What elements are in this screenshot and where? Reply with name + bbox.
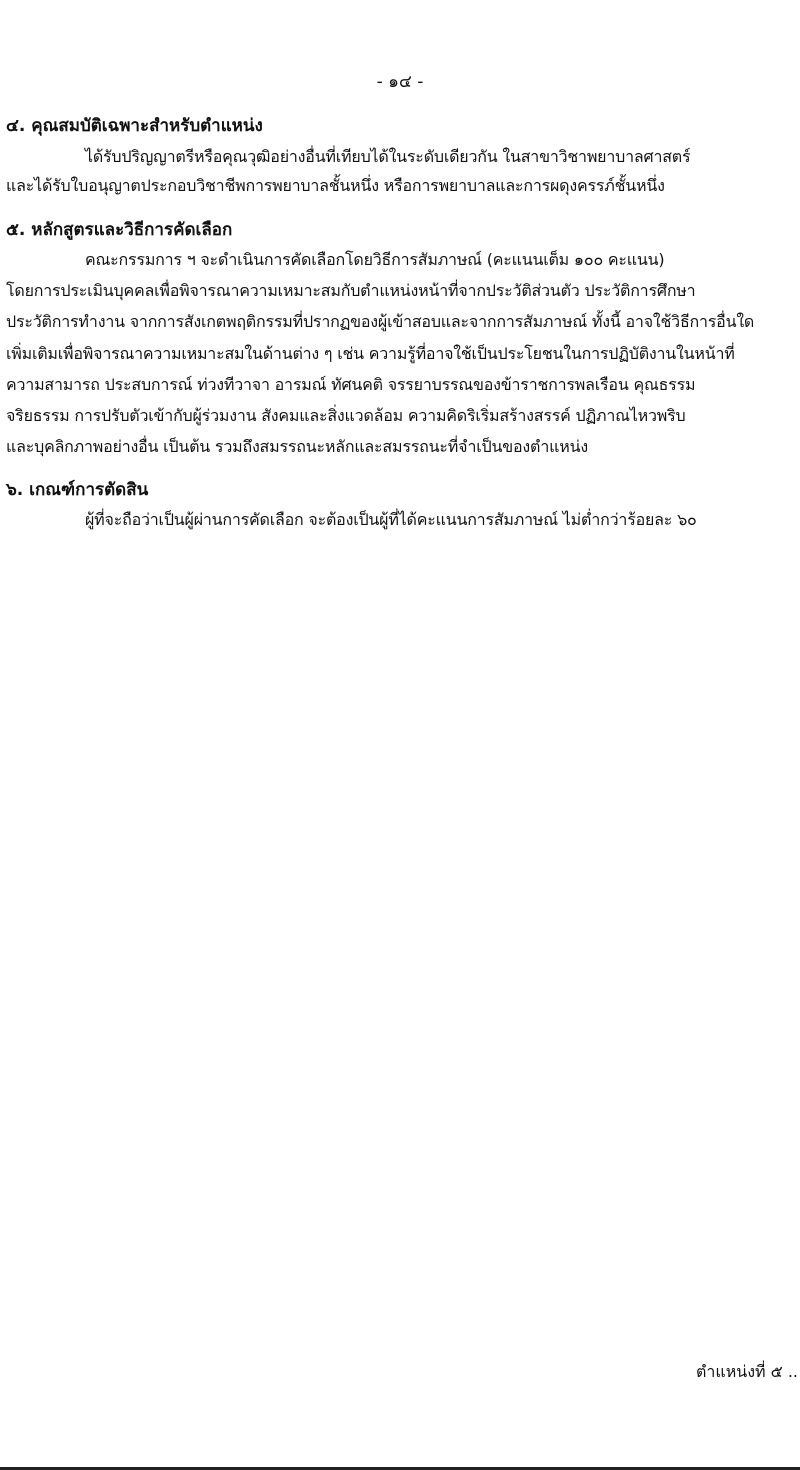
section-5-line: ความสามารถ ประสบการณ์ ท่วงทีวาจา อารมณ์ ทัศนคติ จรรยาบรรณของข้าราชการพลเรือน คุณธรรม <box>6 375 696 394</box>
section-4-heading: ๔. คุณสมบัติเฉพาะสำหรับตำแหน่ง <box>6 116 263 136</box>
page-number: - ๑๔ - <box>376 72 424 92</box>
section-6-heading: ๖. เกณฑ์การตัดสิน <box>6 480 149 500</box>
section-5-line: ประวัติการทำงาน จากการสังเกตพฤติกรรมที่ปรากฏของผู้เข้าสอบและจากการสัมภาษณ์ ทั้งนี้ อาจใช้วิธีการอื่นใด <box>6 312 755 331</box>
section-5-line: จริยธรรม การปรับตัวเข้ากับผู้ร่วมงาน สังคมและสิ่งแวดล้อม ความคิดริเริ่มสร้างสรรค์ ปฏิภาณไหวพริบ <box>6 406 686 425</box>
section-5-line: และบุคลิกภาพอย่างอื่น เป็นต้น รวมถึงสมรรถนะหลักและสมรรถนะที่จำเป็นของตำแหน่ง <box>6 437 588 456</box>
section-5-heading: ๕. หลักสูตรและวิธีการคัดเลือก <box>6 220 233 240</box>
section-6-line: ผู้ที่จะถือว่าเป็นผู้ผ่านการคัดเลือก จะต้องเป็นผู้ที่ได้คะแนนการสัมภาษณ์ ไม่ต่ำกว่าร้อยละ ๖๐ <box>85 510 697 529</box>
section-4-line: ได้รับปริญญาตรีหรือคุณวุฒิอย่างอื่นที่เทียบได้ในระดับเดียวกัน ในสาขาวิชาพยาบาลศาสตร์ <box>85 147 691 166</box>
section-5-line: เพิ่มเติมเพื่อพิจารณาความเหมาะสมในด้านต่าง ๆ เช่น ความรู้ที่อาจใช้เป็นประโยชนในการปฏิบัติงานในหน้าที่ <box>6 344 735 363</box>
section-5-line: โดยการประเมินบุคคลเพื่อพิจารณาความเหมาะสมกับตำแหน่งหน้าที่จากประวัติส่วนตัว ประวัติการศึกษา <box>6 281 696 300</box>
section-5-line: คณะกรรมการ ฯ จะดำเนินการคัดเลือกโดยวิธีการสัมภาษณ์ (คะแนนเต็ม ๑๐๐ คะแนน) <box>85 250 665 269</box>
section-4-line: และได้รับใบอนุญาตประกอบวิชาชีพการพยาบาลชั้นหนึ่ง หรือการพยาบาลและการผดุงครรภ์ชั้นหนึ่ง <box>6 176 665 195</box>
continuation-footer: ตำแหน่งที่ ๕ .. <box>696 1362 798 1381</box>
